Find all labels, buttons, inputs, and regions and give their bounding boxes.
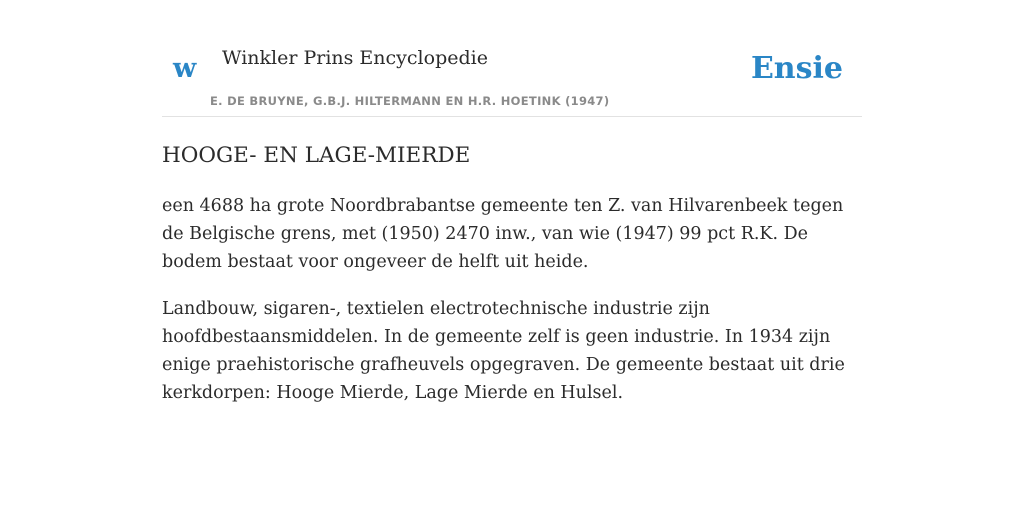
entry-paragraph: een 4688 ha grote Noordbrabantse gemeente ten Z. van Hilvarenbeek tegen de Belgische grens, met (1950) 2470 inw., van wie (1947) 99 pct R.K. De bodem bestaat voor ongeveer de helft uit heide. bbox=[162, 196, 844, 272]
entry-paragraph: Landbouw, sigaren-, textielen electrotechnische industrie zijn hoofdbestaansmiddelen. In de gemeente zelf is geen industrie. In 1934 zijn enige praehistorische grafheuvels opgegraven. De gemeente bestaat uit drie kerkdorpen: Hooge Mierde, Lage Mierde en Hulsel. bbox=[162, 299, 845, 403]
article-page bbox=[162, 0, 862, 407]
source-title[interactable]: Winkler Prins Encyclopedie bbox=[222, 47, 488, 69]
winkler-prins-logo[interactable]: w bbox=[173, 53, 197, 84]
source-authors: E. DE BRUYNE, G.B.J. HILTERMANN EN H.R. HOETINK (1947) bbox=[210, 94, 610, 108]
entry-title: HOOGE- EN LAGE-MIERDE bbox=[162, 143, 471, 168]
ensie-logo[interactable]: Ensie bbox=[750, 51, 843, 86]
entry-body bbox=[162, 192, 862, 407]
source-header bbox=[162, 0, 862, 117]
